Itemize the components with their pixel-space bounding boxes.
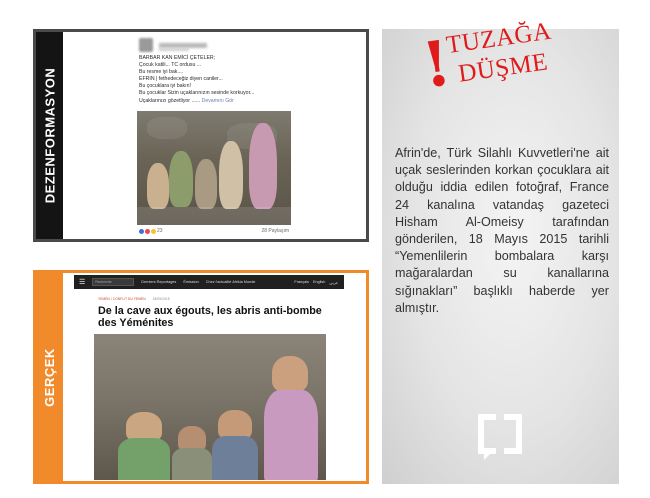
post-line: Çocuk katili... TC ordusu ...	[139, 62, 202, 69]
child-figure	[169, 151, 193, 207]
article-date: 18/05/2015	[152, 297, 170, 301]
lang-item[interactable]: عربي	[329, 280, 338, 285]
disinformation-label: DEZENFORMASYON	[42, 67, 57, 204]
reaction-count: 23	[157, 228, 163, 234]
menu-icon[interactable]: ☰	[79, 278, 86, 286]
article-photo	[94, 334, 326, 480]
nav-item[interactable]: Chez l'actualité Afrikia Monde	[205, 280, 256, 284]
love-icon	[145, 229, 150, 234]
child-figure	[212, 436, 258, 480]
fact-label: GERÇEK	[42, 347, 57, 407]
child-figure	[172, 448, 212, 480]
explanation-text: Afrin'de, Türk Silahlı Kuvvetleri'ne ait uçak seslerinden korkan çocuklara ait olduğu iddia edilen fotoğraf, France 24 kanalına vatandaş gazeteci Hisham Al-Omeisy tarafından gönderilen, 18 Mayıs 2015 tarihli “Yemenlilerin bombalara karşı mağaralardan su kanallarına sığınakları” başlıklı haberde yer almıştır.	[395, 146, 609, 315]
post-line: Bu çocuklar Sizin uçaklarınızın sesinde korkuyor...	[139, 90, 255, 97]
post-line: BARBAR KAN EMİCİ ÇETELER;	[139, 55, 216, 61]
child-figure	[264, 390, 318, 480]
logo-bracket-icon	[474, 410, 526, 462]
blurred-avatar	[139, 38, 153, 52]
news-navbar	[74, 275, 344, 289]
warning-line-2: DÜŞME	[456, 48, 550, 88]
fact-tab	[36, 273, 63, 481]
post-line: EFRIN | fethedeceğiz diyen caniler...	[139, 76, 223, 83]
post-text	[139, 55, 254, 105]
child-figure	[118, 438, 170, 480]
wow-icon	[151, 229, 156, 234]
exclamation-icon: !	[418, 26, 456, 103]
blurred-username	[159, 43, 207, 48]
child-figure	[219, 141, 243, 209]
lang-item[interactable]: Français	[294, 279, 309, 284]
post-photo	[137, 111, 291, 225]
disinformation-tab	[36, 32, 63, 239]
post-header	[139, 35, 207, 55]
child-figure	[147, 163, 169, 209]
like-icon	[139, 229, 144, 234]
nav-item[interactable]: Émission	[183, 280, 199, 284]
lang-item[interactable]: English	[312, 279, 326, 284]
post-footer	[139, 228, 289, 234]
child-figure	[249, 123, 277, 209]
post-line: Bu çocuklara iyi bakın!	[139, 83, 191, 90]
child-figure	[195, 159, 217, 209]
post-line: Bu resme iyi bak....	[139, 69, 184, 76]
news-article	[74, 275, 344, 480]
post-line-last	[139, 98, 254, 105]
blurred-timestamp	[159, 48, 189, 51]
social-post	[63, 33, 365, 239]
language-switch	[294, 280, 344, 285]
post-line: Uçaklarınızı gözetliyor ......	[139, 97, 201, 104]
see-more-link[interactable]: Devamını Gör	[201, 97, 234, 104]
reactions[interactable]	[139, 228, 163, 234]
child-figure	[272, 356, 308, 392]
warning-line-1: TUZAĞA	[444, 17, 554, 60]
article-title: De la cave aux égouts, les abris anti-bombe des Yéménites	[98, 305, 322, 329]
search-input[interactable]: Recherche	[92, 278, 134, 286]
nav-item[interactable]: Derniers Reportages	[141, 280, 177, 284]
breadcrumb-category[interactable]: YEMEN / CONFLIT DU YEMEN	[98, 297, 146, 301]
breadcrumb	[98, 297, 170, 301]
share-count[interactable]: 28 Paylaşım	[261, 228, 289, 234]
